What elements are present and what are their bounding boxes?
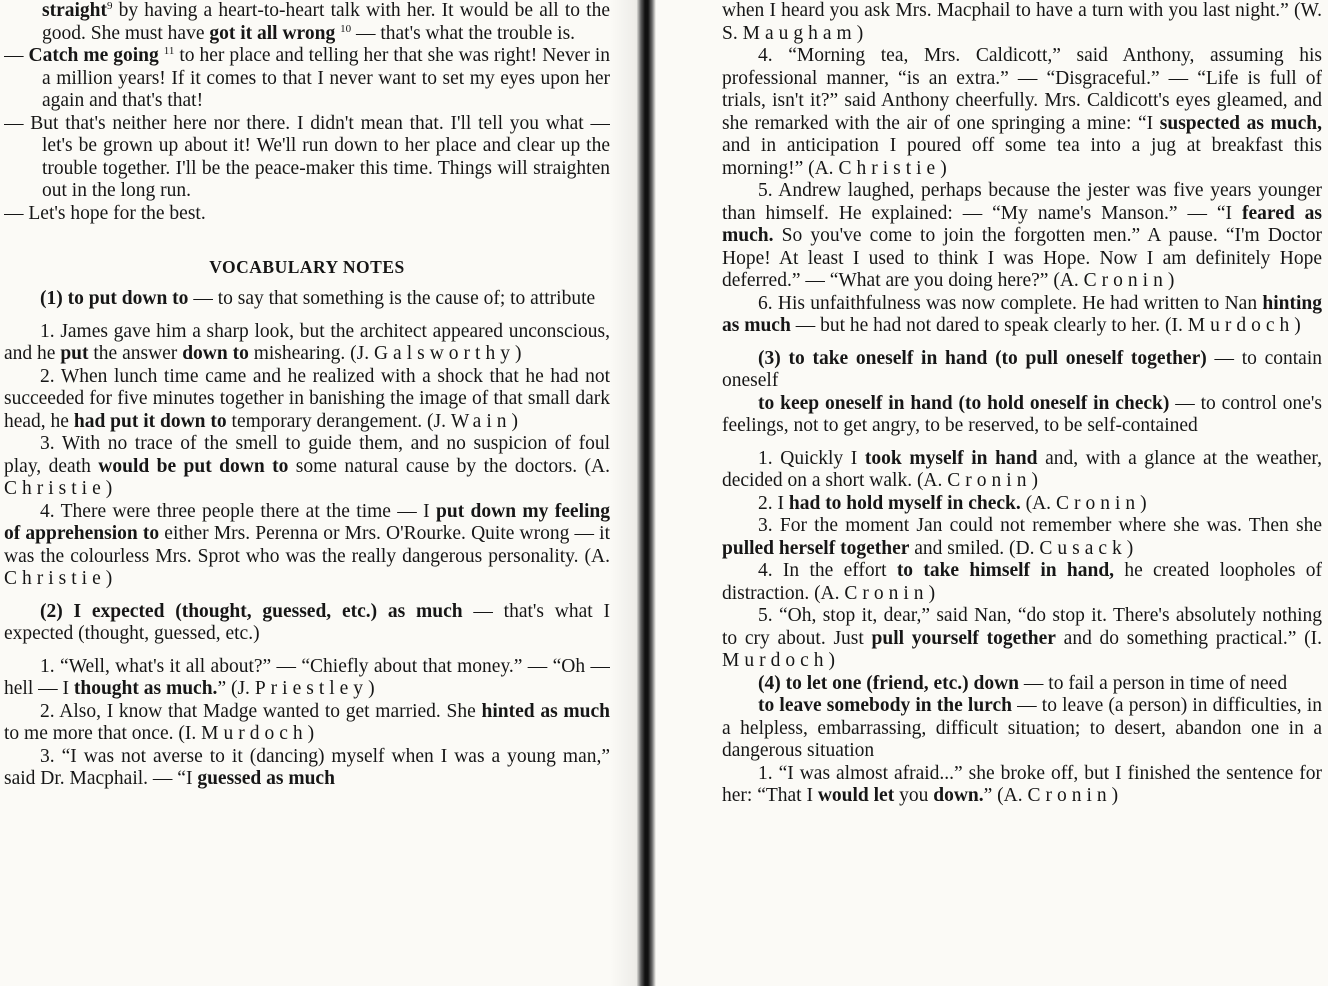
bold-phrase: took myself in hand bbox=[864, 447, 1038, 469]
text-run: ) bbox=[1111, 785, 1119, 806]
text-run: — but he had not dared to speak clearly to her. (I. bbox=[790, 315, 1188, 336]
text-run: 6. His unfaithfulness was now complete. He had written to Nan bbox=[758, 292, 1263, 314]
text-run: — Let's hope for the best. bbox=[4, 202, 206, 224]
text-run: you bbox=[894, 785, 934, 806]
text-run: — But that's neither here nor there. I didn't mean that. I'll tell you what — let's be grown up about it! We'll run down to her place and clear up the trouble together. I'll be the peace-maker this time. Things will straighten out in the long run. bbox=[4, 112, 610, 201]
text-run: when I heard you ask Mrs. Macphail to have a turn with you last night.” (W. S. bbox=[722, 0, 1322, 44]
text-run: ) bbox=[1294, 315, 1301, 336]
text-run: ) bbox=[307, 723, 315, 744]
author-name: Christie bbox=[838, 157, 941, 179]
bold-phrase: (4) to let one (friend, etc.) down bbox=[758, 672, 1020, 694]
text-run: ) bbox=[105, 478, 113, 499]
author-name: Christie bbox=[4, 568, 106, 589]
bold-phrase: down to bbox=[182, 343, 249, 364]
text-run: the answer bbox=[88, 343, 183, 364]
author-name: Cronin bbox=[1055, 492, 1141, 514]
author-name: Christie bbox=[4, 478, 106, 499]
text-run: to her place and telling her that she was right! Never in a million years! If it comes to that I never want to set my eyes upon her again and that's that! bbox=[42, 45, 610, 111]
note-heading bbox=[4, 601, 610, 646]
dialogue-line bbox=[4, 0, 610, 45]
author-name: Priestley bbox=[254, 678, 369, 699]
example-paragraph bbox=[722, 763, 1322, 808]
author-name: Cusack bbox=[1039, 537, 1127, 559]
example-paragraph bbox=[722, 515, 1322, 560]
text-run: ) bbox=[1031, 470, 1038, 491]
example-paragraph bbox=[722, 45, 1322, 180]
bold-phrase: (1) to put down to bbox=[40, 288, 189, 309]
author-name: Galsworthy bbox=[373, 343, 515, 364]
text-run: 2. I bbox=[758, 492, 789, 514]
text-run: ) bbox=[511, 410, 518, 432]
text-run: ) bbox=[514, 343, 522, 364]
author-name: Cronin bbox=[1027, 785, 1112, 806]
example-paragraph bbox=[4, 366, 610, 434]
text-run: ) bbox=[856, 22, 864, 44]
example-paragraph bbox=[4, 746, 610, 791]
example-paragraph bbox=[722, 493, 1322, 516]
section-title: VOCABULARY NOTES bbox=[209, 257, 405, 277]
note-heading bbox=[722, 393, 1322, 438]
text-run: 1. “I was almost afraid...” she broke off, but I finished the sentence for her: “That I bbox=[722, 762, 1322, 806]
text-run: ) bbox=[368, 678, 375, 699]
text-run: 2. When lunch time came and he realized with a shock that he had not succeeded for five minutes together in banishing the image of that small dark head, he bbox=[4, 365, 610, 432]
text-run: — bbox=[4, 45, 29, 66]
author-name: Murdoch bbox=[201, 723, 308, 744]
dialogue-line bbox=[4, 203, 610, 226]
text-run: by having a heart-to-heart talk with her. It would be all to the good. She must have bbox=[42, 0, 610, 44]
author-name: Cronin bbox=[844, 582, 929, 604]
note-heading bbox=[722, 348, 1322, 393]
example-paragraph bbox=[4, 656, 610, 701]
bold-phrase: put down my feeling of apprehension to bbox=[4, 500, 610, 544]
bold-phrase: got it all wrong bbox=[209, 22, 336, 44]
text-run: ) bbox=[940, 157, 947, 179]
text-run: — to contain oneself bbox=[722, 347, 1322, 391]
bold-phrase: (3) to take oneself in hand (to pull oneself together) bbox=[758, 347, 1207, 369]
bold-phrase: to keep oneself in hand (to hold oneself in check) bbox=[758, 392, 1170, 414]
footnote-ref: 10 bbox=[340, 22, 352, 35]
text-run: 3. With no trace of the smell to guide them, and no suspicion of foul play, death bbox=[4, 433, 610, 477]
example-paragraph bbox=[722, 605, 1322, 673]
bold-phrase: thought as much. bbox=[73, 678, 218, 699]
right-page bbox=[722, 0, 1322, 986]
text-run: — to say that something is the cause of; to attribute bbox=[188, 288, 596, 309]
text-run: 1. “Well, what's it all about?” — “Chiefly about that money.” — “Oh — hell — I bbox=[4, 655, 610, 699]
bold-phrase: hinted as much bbox=[481, 700, 610, 722]
text-run: 1. James gave him a sharp look, but the architect appeared unconscious, and he bbox=[4, 320, 610, 364]
text-run: either Mrs. Perenna or Mrs. O'Rourke. Quite wrong — it was the colourless Mrs. Sprot who was the really dangerous personality. (A. bbox=[4, 523, 610, 567]
footnote-ref: 9 bbox=[107, 0, 113, 12]
bold-phrase: to leave somebody in the lurch bbox=[758, 695, 1012, 716]
text-run: So you've come to join the forgotten men.” A pause. “I'm Doctor Hope! At least I used to think I was Hope. Now I am definitely Hope deferred.” — “What are you doing here?” (A. bbox=[722, 225, 1322, 291]
text-run: temporary derangement. (J. bbox=[226, 410, 451, 432]
bold-phrase: down. bbox=[933, 785, 984, 806]
text-run: 4. In the effort bbox=[758, 560, 897, 581]
note-heading bbox=[722, 673, 1322, 696]
bold-phrase: pulled herself together bbox=[722, 537, 910, 559]
bold-phrase: feared as much. bbox=[722, 202, 1322, 246]
text-run: — to leave (a person) in difficulties, in a helpless, embarrassing, difficult situation; to desert, abandon one in a dangerous situation bbox=[722, 695, 1322, 761]
text-run: and smiled. (D. bbox=[909, 537, 1040, 559]
text-run: he created loopholes of distraction. (A. bbox=[722, 560, 1322, 604]
text-run: ” (J. bbox=[217, 678, 255, 699]
author-name: Murdoch bbox=[722, 650, 829, 671]
text-run: 3. For the moment Jan could not remember where she was. Then she bbox=[758, 515, 1322, 536]
author-name: Cronin bbox=[1083, 270, 1168, 291]
text-run: — to fail a person in time of need bbox=[1019, 672, 1288, 694]
text-run: 4. There were three people there at the time — I bbox=[40, 500, 436, 522]
text-run: 1. Quickly I bbox=[758, 447, 865, 469]
text-run: and do something practical.” (I. bbox=[1055, 627, 1322, 649]
text-run: mishearing. (J. bbox=[248, 343, 374, 364]
author-name: Cronin bbox=[947, 470, 1032, 491]
bold-phrase: pull yourself together bbox=[871, 627, 1056, 649]
example-paragraph bbox=[4, 433, 610, 501]
example-paragraph bbox=[722, 0, 1322, 45]
text-run: and in anticipation I poured off some tea into a jug at breakfast this morning!” (A. bbox=[722, 135, 1322, 179]
text-run: ) bbox=[928, 582, 936, 604]
text-run: ) bbox=[828, 650, 835, 671]
bold-phrase: straight bbox=[42, 0, 107, 21]
bold-phrase: put bbox=[60, 343, 89, 364]
text-run: ) bbox=[1140, 492, 1147, 514]
dialogue-line bbox=[4, 113, 610, 203]
bold-phrase: (2) I expected (thought, guessed, etc.) as much bbox=[40, 600, 463, 622]
bold-phrase: would let bbox=[817, 785, 895, 806]
dialogue-line bbox=[4, 45, 610, 113]
book-gutter bbox=[636, 0, 656, 986]
left-page bbox=[4, 0, 610, 986]
bold-phrase: would be put down to bbox=[98, 455, 289, 477]
text-run: — that's what the trouble is. bbox=[351, 22, 576, 44]
bold-phrase: had to hold myself in check. bbox=[788, 492, 1021, 514]
bold-phrase: guessed as much bbox=[197, 768, 335, 789]
example-paragraph bbox=[4, 701, 610, 746]
example-paragraph bbox=[722, 180, 1322, 293]
author-name: Murdoch bbox=[1187, 315, 1295, 336]
bold-phrase: had put it down to bbox=[73, 410, 227, 432]
bold-phrase: Catch me going bbox=[28, 45, 159, 66]
text-run: ) bbox=[105, 568, 113, 589]
bold-phrase: to take himself in hand, bbox=[896, 560, 1115, 581]
text-run: 5. Andrew laughed, perhaps because the jester was five years younger than himself. He explained: — “My name's Manson.” — “I bbox=[722, 180, 1322, 224]
author-name: Maugham bbox=[742, 22, 857, 44]
text-run: 3. “I was not averse to it (dancing) myself when I was a young man,” said Dr. Macphail. — “I bbox=[4, 745, 610, 789]
footnote-ref: 11 bbox=[163, 45, 175, 57]
bold-phrase: hinting as much bbox=[722, 292, 1322, 336]
text-run: — to control one's feelings, not to get angry, to be reserved, to be self-contained bbox=[722, 392, 1322, 436]
text-run: ) bbox=[1167, 270, 1175, 291]
text-run: some natural cause by the doctors. (A. bbox=[288, 455, 610, 477]
text-run: to me more that once. (I. bbox=[4, 723, 202, 744]
example-paragraph bbox=[722, 448, 1322, 493]
example-paragraph bbox=[4, 321, 610, 366]
text-run: 5. “Oh, stop it, dear,” said Nan, “do stop it. There's absolutely nothing to cry about. Just bbox=[722, 605, 1322, 649]
text-run: and, with a glance at the weather, decided on a short walk. (A. bbox=[722, 447, 1322, 491]
example-paragraph bbox=[4, 501, 610, 591]
text-run: ) bbox=[1126, 537, 1134, 559]
example-paragraph bbox=[722, 560, 1322, 605]
text-run: — that's what I expected (thought, guessed, etc.) bbox=[4, 600, 610, 644]
text-run: (A. bbox=[1020, 492, 1056, 514]
author-name: Wain bbox=[450, 410, 512, 432]
text-run: 4. “Morning tea, Mrs. Caldicott,” said Anthony, assuming his professional manner, “is an extra.” — “Disgraceful.” — “Life is full of trials, isn't it?” said Anthony cheerfully. Mrs. Caldicott's eyes gleamed, and she remarked with the air of one springing a mine: “I bbox=[722, 45, 1322, 134]
example-paragraph bbox=[722, 293, 1322, 338]
text-run: ” (A. bbox=[983, 785, 1028, 806]
bold-phrase: suspected as much, bbox=[1159, 112, 1322, 134]
text-run: 2. Also, I know that Madge wanted to get married. She bbox=[40, 700, 482, 722]
note-heading bbox=[4, 288, 610, 311]
note-heading bbox=[722, 695, 1322, 763]
